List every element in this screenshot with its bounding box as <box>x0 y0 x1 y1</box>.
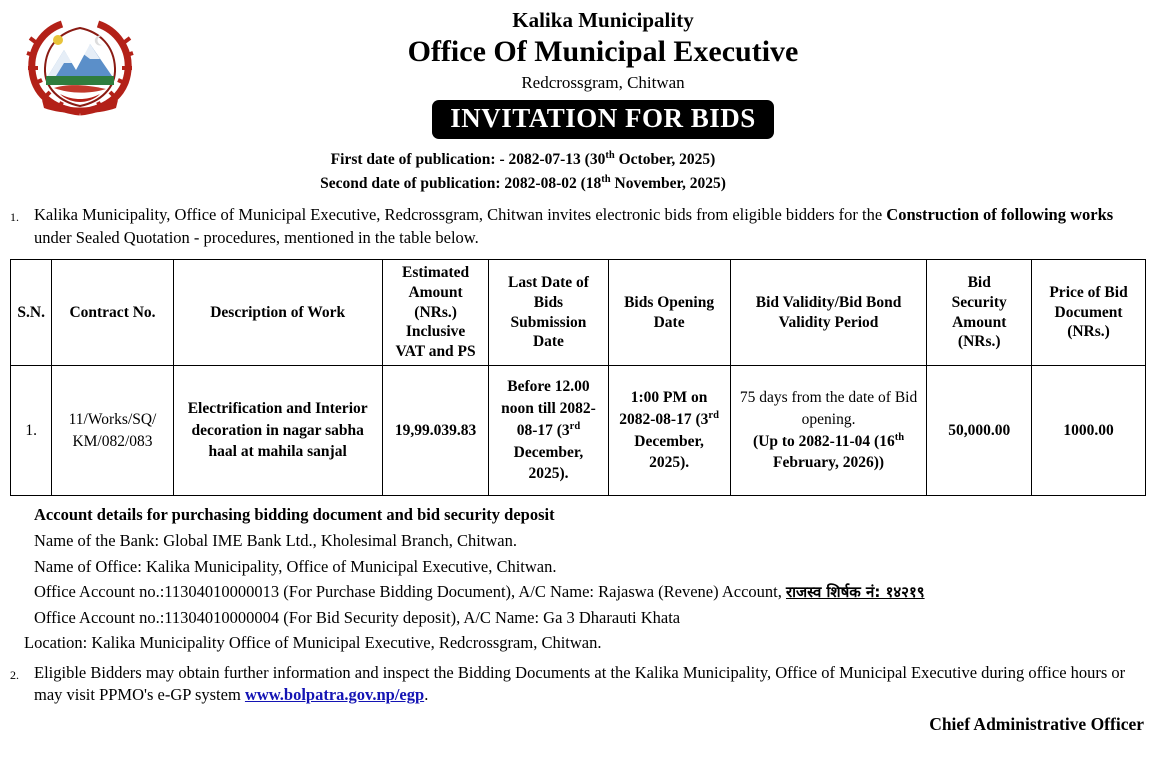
closing-paragraph <box>10 662 1146 707</box>
office-name: Office Of Municipal Executive <box>407 35 799 69</box>
closing-text: Eligible Bidders may obtain further information and inspect the Bidding Documents at the Kalika Municipality, Office of Municipal Executive during office hours or may visit PPMO's e-GP system www.bolpatra.gov.np/egp. <box>34 662 1126 705</box>
account-details <box>34 503 1146 631</box>
col-bid-validity: Bid Validity/Bid Bond Validity Period <box>730 259 927 365</box>
cell-description: Electrification and Interior decoration in nagar sabha haal at mahila sanjal <box>173 366 382 496</box>
nepal-emblem-icon <box>20 14 140 116</box>
cell-bid-security: 50,000.00 <box>927 366 1032 496</box>
invitation-banner: INVITATION FOR BIDS <box>432 100 774 139</box>
office-address: Redcrossgram, Chitwan <box>521 73 685 93</box>
col-estimated-amount: Estimated Amount (NRs.) Inclusive VAT and PS <box>382 259 489 365</box>
col-document-price: Price of Bid Document (NRs.) <box>1032 259 1146 365</box>
cell-sn: 1. <box>11 366 52 496</box>
banner-container <box>160 100 1046 139</box>
second-publication-date: Second date of publication: 2082-08-02 (18th November, 2025) <box>320 173 726 192</box>
table-header-row <box>11 259 1146 365</box>
organization-name: Kalika Municipality <box>512 8 694 32</box>
purchase-account: Office Account no.:11304010000013 (For Purchase Bidding Document), A/C Name: Rajaswa (Revene) Account, राजस्व शिर्षक नं: १४२१९ <box>34 582 925 602</box>
office-name-account: Name of Office: Kalika Municipality, Office of Municipal Executive, Chitwan. <box>34 556 557 576</box>
intro-number: 1. <box>10 210 19 225</box>
signatory: Chief Administrative Officer <box>929 714 1144 735</box>
col-sn: S.N. <box>11 259 52 365</box>
intro-paragraph <box>10 204 1146 249</box>
cell-contract-no: 11/Works/SQ/ KM/082/083 <box>52 366 173 496</box>
col-description: Description of Work <box>173 259 382 365</box>
intro-text: Kalika Municipality, Office of Municipal Executive, Redcrossgram, Chitwan invites electronic bids from eligible bidders for the Construction of following works under Sealed Quotation - procedures, mentioned in the table below. <box>34 205 1114 247</box>
bids-table <box>10 259 1146 496</box>
emblem-container <box>0 8 160 116</box>
col-last-date: Last Date of Bids Submission Date <box>489 259 608 365</box>
cell-opening-date: 1:00 PM on 2082-08-17 (3rd December, 2025). <box>608 366 730 496</box>
publication-dates <box>0 148 1156 195</box>
cell-last-date: Before 12.00 noon till 2082-08-17 (3rd December, 2025). <box>489 366 608 496</box>
header-titles <box>160 8 1156 139</box>
closing-number: 2. <box>10 667 19 682</box>
location-line: Location: Kalika Municipality Office of Municipal Executive, Redcrossgram, Chitwan. <box>24 632 602 652</box>
bank-name: Name of the Bank: Global IME Bank Ltd., Kholesimal Branch, Chitwan. <box>34 530 517 550</box>
first-publication-date: First date of publication: - 2082-07-13 (30th October, 2025) <box>330 150 716 169</box>
cell-bid-validity: 75 days from the date of Bid opening. (Up to 2082-11-04 (16th February, 2026)) <box>730 366 927 496</box>
cell-estimated-amount: 19,99.039.83 <box>382 366 489 496</box>
col-opening-date: Bids Opening Date <box>608 259 730 365</box>
account-heading: Account details for purchasing bidding document and bid security deposit <box>34 505 555 525</box>
revenue-heading-devanagari: राजस्व शिर्षक नं: १४२१९ <box>785 583 925 602</box>
document-header <box>0 0 1156 139</box>
cell-document-price: 1000.00 <box>1032 366 1146 496</box>
egp-link[interactable]: www.bolpatra.gov.np/egp <box>244 685 425 705</box>
table-row <box>11 366 1146 496</box>
security-account: Office Account no.:11304010000004 (For Bid Security deposit), A/C Name: Ga 3 Dharauti Khata <box>34 608 681 628</box>
col-contract-no: Contract No. <box>52 259 173 365</box>
col-bid-security: Bid Security Amount (NRs.) <box>927 259 1032 365</box>
